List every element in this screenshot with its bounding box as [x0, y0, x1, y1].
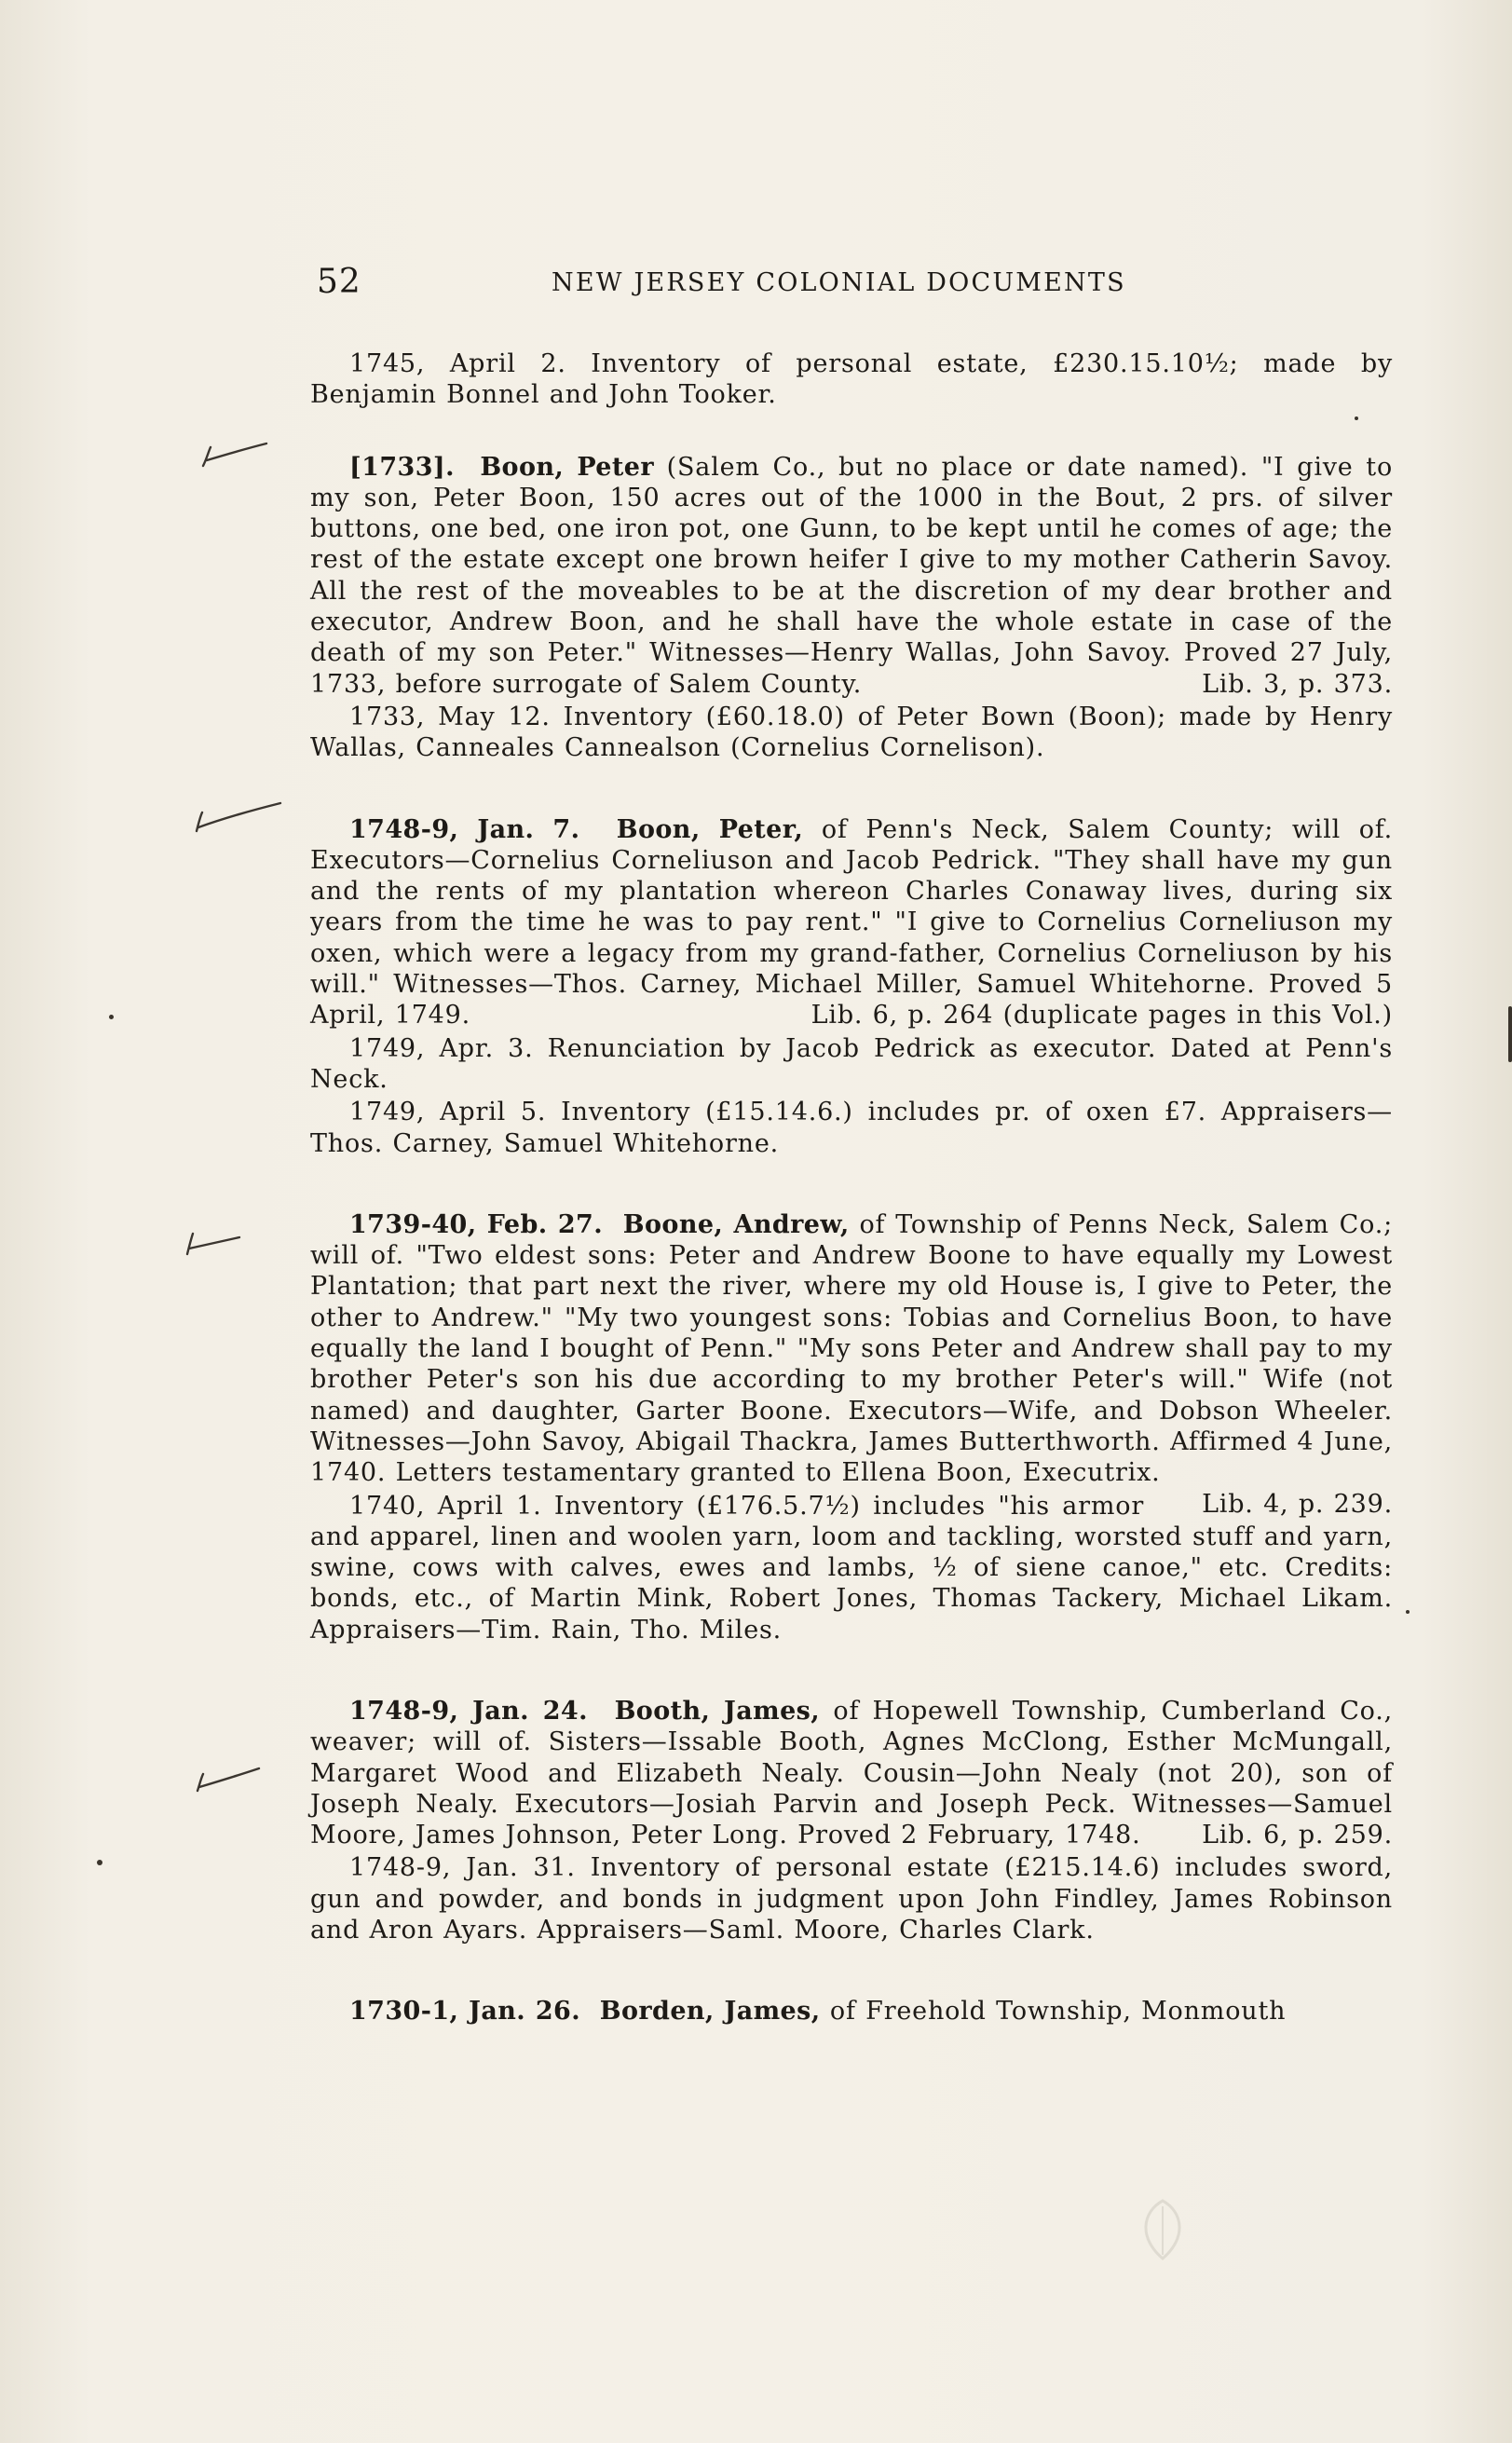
library-reference: Lib. 6, p. 264 (duplicate pages in this Vol.): [810, 1001, 1393, 1030]
will-entry: [310, 1696, 1393, 1945]
entry-sub-paragraph: [310, 1033, 1393, 1096]
entry-date: 1730-1, Jan. 26.: [349, 1997, 581, 2027]
page-header: [317, 263, 1397, 309]
entry-sub-paragraph: [310, 702, 1393, 764]
will-entry: [310, 1209, 1393, 1645]
entry-text: (Salem Co., but no place or date named). "I give to my son, Peter Boon, 150 acres out of the 1000 in the Bout, 2 prs. of silver buttons, one bed, one iron pot, one Gunn, to be kept until he comes of age; the rest of the estate except one brown heifer I give to my mother Catherin Savoy. All the rest of the moveables to be at the discretion of my dear brother and executor, Andrew Boon, and he shall have the whole estate in case of the death of my son Peter." Witnesses—Henry Wallas, John Savoy. Proved 27 July, 1733, before surrogate of Salem County.: [310, 452, 1393, 699]
entry-paragraph: [310, 348, 1393, 411]
entry-paragraph: [310, 1696, 1393, 1850]
will-entry: [310, 348, 1393, 411]
entry-paragraph: [310, 452, 1393, 700]
page-speck: [1406, 1610, 1410, 1614]
entry-paragraph: [310, 814, 1393, 1031]
will-entry: [310, 814, 1393, 1159]
will-entry: [310, 1996, 1393, 2027]
testator-name: Booth, James,: [614, 1696, 821, 1726]
entry-sub-paragraph: [310, 1852, 1393, 1945]
library-reference: Lib. 6, p. 259.: [1202, 1821, 1393, 1850]
page-speck: [109, 1015, 114, 1019]
page-number: 52: [317, 263, 361, 301]
testator-name: Boon, Peter,: [616, 814, 804, 844]
entry-text: of Hopewell Township, Cumberland Co., weaver; will of. Sisters—Issable Booth, Agnes McClong, Esther McMungall, Margaret Wood and Elizabeth Nealy. Cousin—John Nealy (not 20), son of Joseph Nealy. Executors—Josiah Parvin and Joseph Peck. Witnesses—Samuel Moore, James Johnson, Peter Long. Proved 2 February, 1748.: [310, 1696, 1394, 1850]
library-reference: Lib. 3, p. 373.: [1202, 669, 1393, 699]
margin-check-mark-icon: [191, 799, 275, 837]
testator-name: Boone, Andrew,: [622, 1209, 850, 1239]
testator-name: Borden, James,: [599, 1997, 821, 2027]
edge-mark: [1508, 1006, 1512, 1062]
page-speck: [97, 1860, 102, 1865]
entry-text: 1749, Apr. 3. Renunciation by Jacob Pedrick as executor. Dated at Penn's Neck.: [310, 1033, 1393, 1094]
margin-check-mark-icon: [192, 1763, 276, 1800]
entry-paragraph: [310, 1996, 1393, 2027]
entry-date: 1739-40, Feb. 27.: [349, 1209, 604, 1239]
entry-text: of Penn's Neck, Salem County; will of. Executors—Cornelius Corneliuson and Jacob Pedrick. "They shall have my gun and the rents of my plantation whereon Charles Conaway lives, during six years from the time he was to pay rent." "I give to Cornelius Corneliuson my oxen, which were a legacy from my grand-father, Cornelius Corneliuson by his will." Witnesses—Thos. Carney, Michael Miller, Samuel Whitehorne. Proved 5 April, 1749.: [310, 814, 1394, 1030]
entry-text: 1745, April 2. Inventory of personal estate, £230.15.10½; made by Benjamin Bonnel and John Tooker.: [310, 349, 1393, 410]
testator-name: Boon, Peter: [480, 452, 654, 482]
entry-text: 1748-9, Jan. 31. Inventory of personal estate (£215.14.6) includes sword, gun and powder, and bonds in judgment upon John Findley, James Robinson and Aron Ayars. Appraisers—Saml. Moore, Charles Clark.: [310, 1853, 1393, 1945]
entry-text: 1740, April 1. Inventory (£176.5.7½) includes "his armor and apparel, linen and woolen yarn, loom and tackling, worsted stuff and yarn, swine, cows with calves, ewes and lambs, ½ of siene canoe," etc. Credits: bonds, etc., of Martin Mink, Robert Jones, Thomas Tackery, Michael Likam. Appraisers—Tim. Rain, Tho. Miles.: [310, 1491, 1393, 1645]
running-title: NEW JERSEY COLONIAL DOCUMENTS: [552, 268, 1126, 297]
entry-paragraph: [310, 1209, 1393, 1519]
watermark-leaf-icon: [1135, 2197, 1191, 2262]
entry-sub-paragraph: [310, 1097, 1393, 1159]
entry-text: of Township of Penns Neck, Salem Co.; will of. "Two eldest sons: Peter and Andrew Boone to have equally my Lowest Plantation; that part next the river, where my old House is, I give to Peter, the other to Andrew." "My two youngest sons: Tobias and Cornelius Boon, to have equally the land I bought of Penn." "My sons Peter and Andrew shall pay to my brother Peter's son his due according to my brother Peter's will." Wife (not named) and daughter, Garter Boone. Executors—Wife, and Dobson Wheeler. Witnesses—John Savoy, Abigail Thackra, James Butterthworth. Affirmed 4 June, 1740. Letters testamentary granted to Ellena Boon, Executrix.: [310, 1209, 1393, 1488]
margin-check-mark-icon: [198, 438, 281, 475]
entry-date: [1733].: [349, 452, 455, 482]
document-body: [310, 348, 1393, 2078]
will-entry: [310, 452, 1393, 764]
entry-date: 1748-9, Jan. 7.: [349, 814, 580, 844]
library-reference: Lib. 4, p. 239.: [1202, 1489, 1393, 1519]
entry-text: 1733, May 12. Inventory (£60.18.0) of Peter Bown (Boon); made by Henry Wallas, Canneales Cannealson (Cornelius Cornelison).: [310, 702, 1393, 763]
entry-text: of Freehold Township, Monmouth: [820, 1997, 1287, 2027]
entry-text: 1749, April 5. Inventory (£15.14.6.) includes pr. of oxen £7. Appraisers—Thos. Carney, Samuel Whitehorne.: [310, 1098, 1393, 1158]
entry-date: 1748-9, Jan. 24.: [349, 1696, 588, 1726]
margin-check-mark-icon: [182, 1226, 266, 1263]
